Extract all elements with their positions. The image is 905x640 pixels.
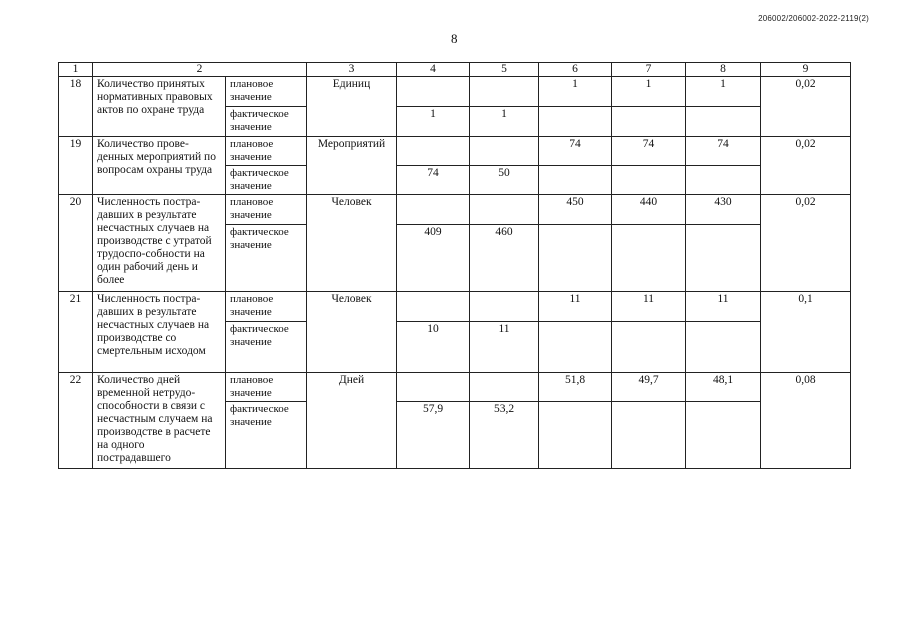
planned-value-cell [470, 195, 539, 225]
indicator-name: Количество дней временной нетрудо-способности в связи с несчастным случаем на производстве в расчете на одного пострадавшего [93, 373, 226, 469]
column-header: 8 [686, 63, 761, 77]
planned-value-cell [470, 373, 539, 402]
planned-value-cell: 440 [612, 195, 686, 225]
actual-value-cell: 57,9 [397, 401, 470, 468]
column-header: 7 [612, 63, 686, 77]
indicator-name: Количество принятых нормативных правовых актов по охране труда [93, 77, 226, 137]
planned-label: плановое значение [226, 292, 307, 322]
row-number: 18 [59, 77, 93, 137]
column-header: 2 [93, 63, 307, 77]
actual-value-cell [539, 107, 612, 137]
actual-value-cell [612, 322, 686, 373]
column-header: 4 [397, 63, 470, 77]
actual-value-cell [612, 225, 686, 292]
planned-value-cell: 48,1 [686, 373, 761, 402]
actual-label: фактическое значение [226, 166, 307, 195]
planned-value-cell [470, 292, 539, 322]
planned-value-cell: 49,7 [612, 373, 686, 402]
planned-value-cell: 51,8 [539, 373, 612, 402]
actual-value-cell: 74 [397, 166, 470, 195]
column-header: 1 [59, 63, 93, 77]
actual-value-cell: 460 [470, 225, 539, 292]
actual-value-cell [539, 401, 612, 468]
planned-value-cell: 74 [686, 137, 761, 166]
planned-value-cell: 430 [686, 195, 761, 225]
table-row [59, 77, 851, 107]
column-header: 3 [307, 63, 397, 77]
planned-value-cell: 11 [612, 292, 686, 322]
indicator-name: Количество прове-денных мероприятий по вопросам охраны труда [93, 137, 226, 195]
weight-cell: 0,02 [761, 195, 851, 292]
actual-value-cell: 1 [470, 107, 539, 137]
actual-value-cell [612, 107, 686, 137]
row-number: 21 [59, 292, 93, 373]
unit-cell: Единиц [307, 77, 397, 137]
indicators-table [58, 62, 851, 469]
weight-cell: 0,02 [761, 137, 851, 195]
planned-label: плановое значение [226, 77, 307, 107]
planned-value-cell: 11 [539, 292, 612, 322]
planned-value-cell: 74 [539, 137, 612, 166]
actual-value-cell: 409 [397, 225, 470, 292]
planned-value-cell [397, 77, 470, 107]
actual-label: фактическое значение [226, 225, 307, 292]
planned-value-cell: 1 [539, 77, 612, 107]
actual-value-cell [539, 166, 612, 195]
table-row [59, 137, 851, 166]
actual-label: фактическое значение [226, 107, 307, 137]
planned-value-cell: 74 [612, 137, 686, 166]
planned-value-cell [470, 137, 539, 166]
actual-value-cell [612, 166, 686, 195]
actual-value-cell: 10 [397, 322, 470, 373]
page-number: 8 [451, 31, 458, 46]
actual-value-cell [686, 401, 761, 468]
actual-value-cell: 50 [470, 166, 539, 195]
planned-label: плановое значение [226, 137, 307, 166]
column-header: 5 [470, 63, 539, 77]
indicator-name: Численность постра-давших в результате несчастных случаев на производстве со смертельным исходом [93, 292, 226, 373]
row-number: 22 [59, 373, 93, 469]
planned-value-cell [397, 195, 470, 225]
row-number: 20 [59, 195, 93, 292]
indicator-name: Численность постра-давших в результате несчастных случаев на производстве с утратой трудоспо-собности на один рабочий день и более [93, 195, 226, 292]
planned-value-cell: 11 [686, 292, 761, 322]
column-header: 6 [539, 63, 612, 77]
planned-value-cell: 1 [612, 77, 686, 107]
unit-cell: Человек [307, 195, 397, 292]
document-id: 206002/206002-2022-2119(2) [758, 14, 869, 23]
actual-label: фактическое значение [226, 401, 307, 468]
actual-value-cell [686, 166, 761, 195]
planned-value-cell: 1 [686, 77, 761, 107]
actual-value-cell [686, 225, 761, 292]
actual-value-cell: 53,2 [470, 401, 539, 468]
unit-cell: Дней [307, 373, 397, 469]
actual-value-cell [539, 225, 612, 292]
actual-value-cell: 1 [397, 107, 470, 137]
unit-cell: Мероприятий [307, 137, 397, 195]
weight-cell: 0,02 [761, 77, 851, 137]
weight-cell: 0,08 [761, 373, 851, 469]
planned-value-cell [397, 137, 470, 166]
actual-value-cell: 11 [470, 322, 539, 373]
planned-value-cell [397, 292, 470, 322]
planned-value-cell [470, 77, 539, 107]
table-row [59, 292, 851, 322]
planned-value-cell [397, 373, 470, 402]
table-row [59, 195, 851, 225]
row-number: 19 [59, 137, 93, 195]
table-row [59, 373, 851, 402]
actual-value-cell [612, 401, 686, 468]
actual-value-cell [539, 322, 612, 373]
column-header: 9 [761, 63, 851, 77]
table-header-row [59, 63, 851, 77]
planned-label: плановое значение [226, 373, 307, 402]
weight-cell: 0,1 [761, 292, 851, 373]
actual-label: фактическое значение [226, 322, 307, 373]
planned-value-cell: 450 [539, 195, 612, 225]
unit-cell: Человек [307, 292, 397, 373]
planned-label: плановое значение [226, 195, 307, 225]
actual-value-cell [686, 322, 761, 373]
actual-value-cell [686, 107, 761, 137]
